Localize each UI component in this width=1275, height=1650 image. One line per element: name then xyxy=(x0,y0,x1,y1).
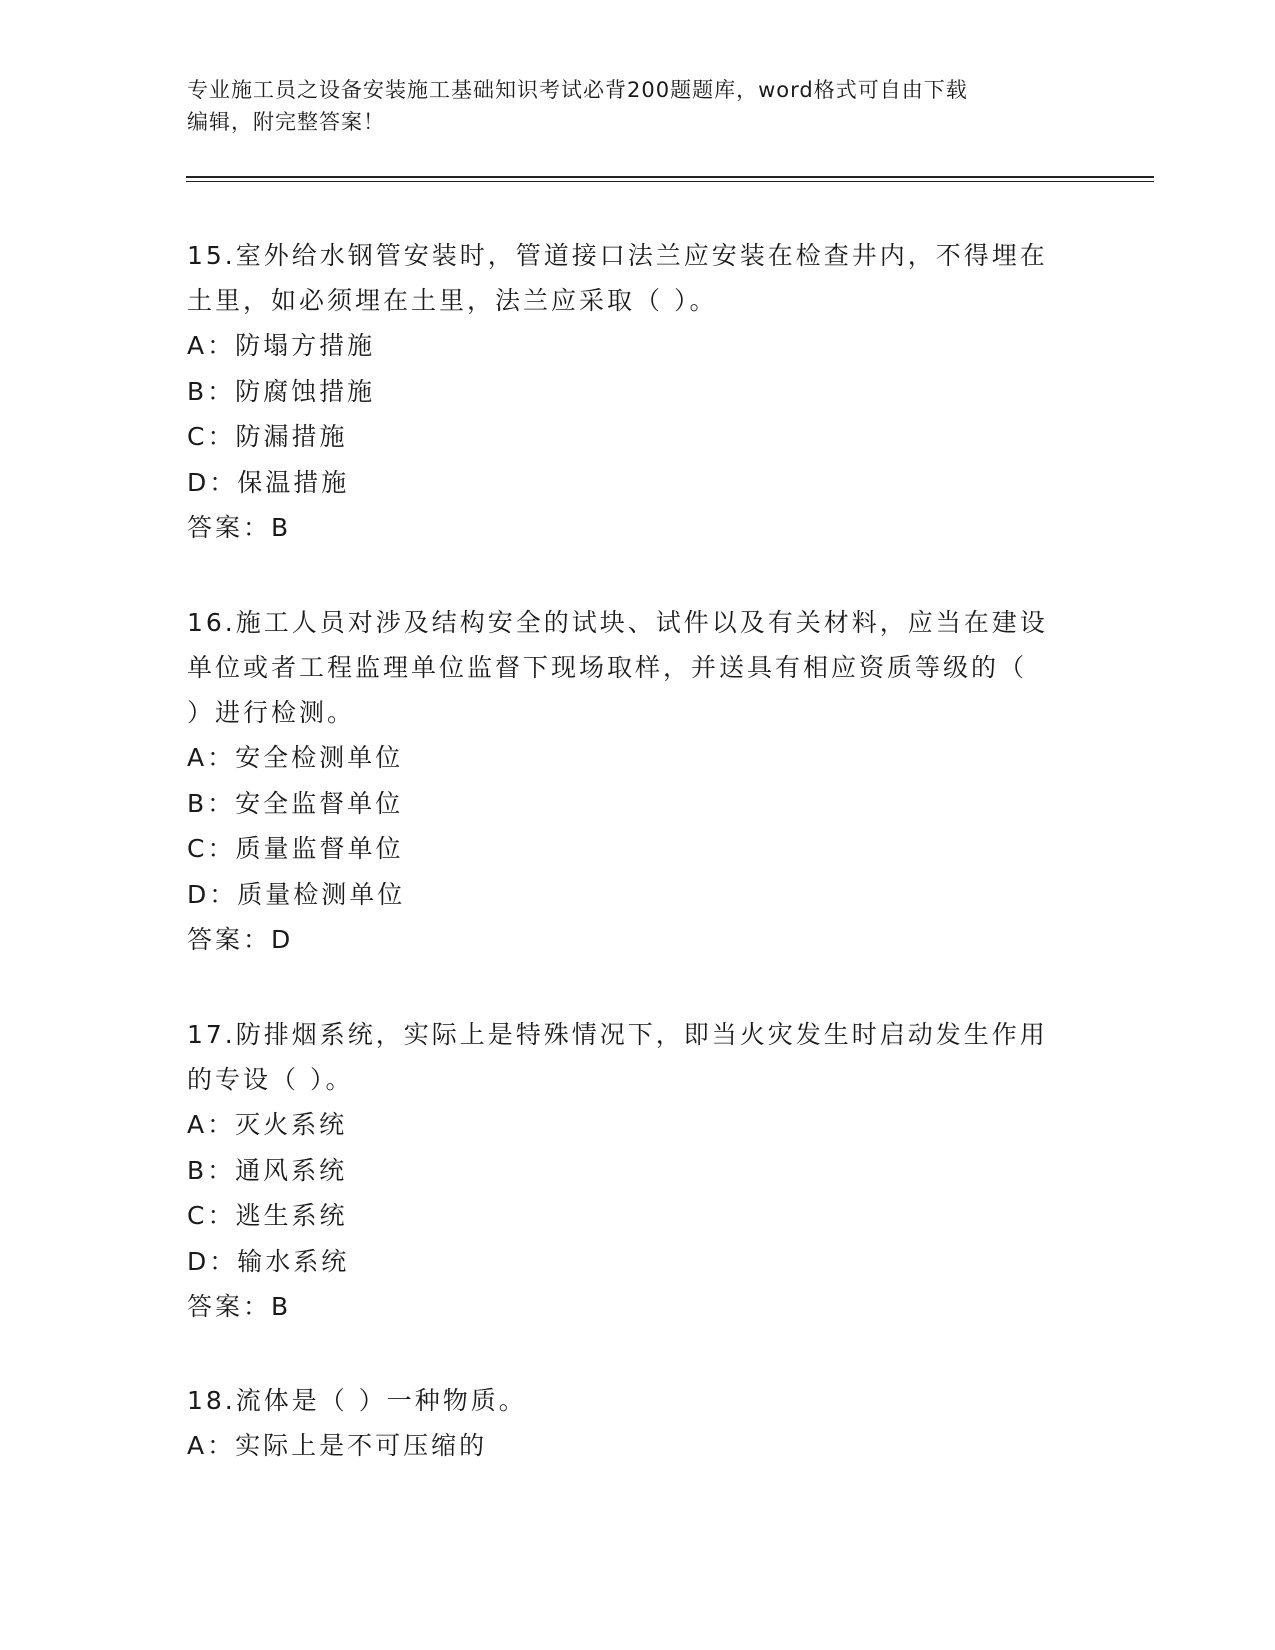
question-stem-line: 单位或者工程监理单位监督下现场取样，并送具有相应资质等级的（ xyxy=(187,653,1028,682)
header-line-1: 专业施工员之设备安装施工基础知识考试必背200题题库，word格式可自由下载 xyxy=(187,78,968,102)
answer: 答案：B xyxy=(187,513,292,542)
question-stem-line: 15.室外给水钢管安装时，管道接口法兰应安装在检查井内，不得埋在 xyxy=(187,241,1048,270)
option-b: B：通风系统 xyxy=(187,1155,348,1185)
option-a: A：防塌方措施 xyxy=(187,331,376,360)
question-stem-line: 18.流体是（ ）一种物质。 xyxy=(187,1386,527,1415)
question-stem-line: 的专设（ ）。 xyxy=(187,1065,354,1094)
question-15 xyxy=(187,233,1087,550)
option-b: B：安全监督单位 xyxy=(187,788,404,818)
option-d: D：质量检测单位 xyxy=(187,879,406,909)
option-a: A：安全检测单位 xyxy=(187,743,404,772)
question-stem-line: ）进行检测。 xyxy=(187,698,356,727)
header-divider xyxy=(186,176,1154,182)
option-d: D：输水系统 xyxy=(187,1246,350,1276)
question-17 xyxy=(187,1012,1087,1329)
option-a: A：灭火系统 xyxy=(187,1110,348,1139)
question-stem-line: 17.防排烟系统，实际上是特殊情况下，即当火灾发生时启动发生作用 xyxy=(187,1020,1048,1049)
option-a: A：实际上是不可压缩的 xyxy=(187,1431,488,1460)
question-stem-line: 16.施工人员对涉及结构安全的试块、试件以及有关材料，应当在建设 xyxy=(187,608,1048,637)
document-header xyxy=(187,74,1087,138)
option-c: C：质量监督单位 xyxy=(187,834,404,863)
answer: 答案：D xyxy=(187,925,294,954)
option-c: C：逃生系统 xyxy=(187,1201,348,1230)
option-b: B：防腐蚀措施 xyxy=(187,376,376,406)
question-stem-line: 土里，如必须埋在土里，法兰应采取（ ）。 xyxy=(187,286,718,315)
option-c: C：防漏措施 xyxy=(187,422,348,451)
answer: 答案：B xyxy=(187,1292,292,1321)
option-d: D：保温措施 xyxy=(187,467,350,497)
header-line-2: 编辑，附完整答案！ xyxy=(187,110,385,134)
question-16 xyxy=(187,600,1087,962)
question-18 xyxy=(187,1378,1087,1469)
